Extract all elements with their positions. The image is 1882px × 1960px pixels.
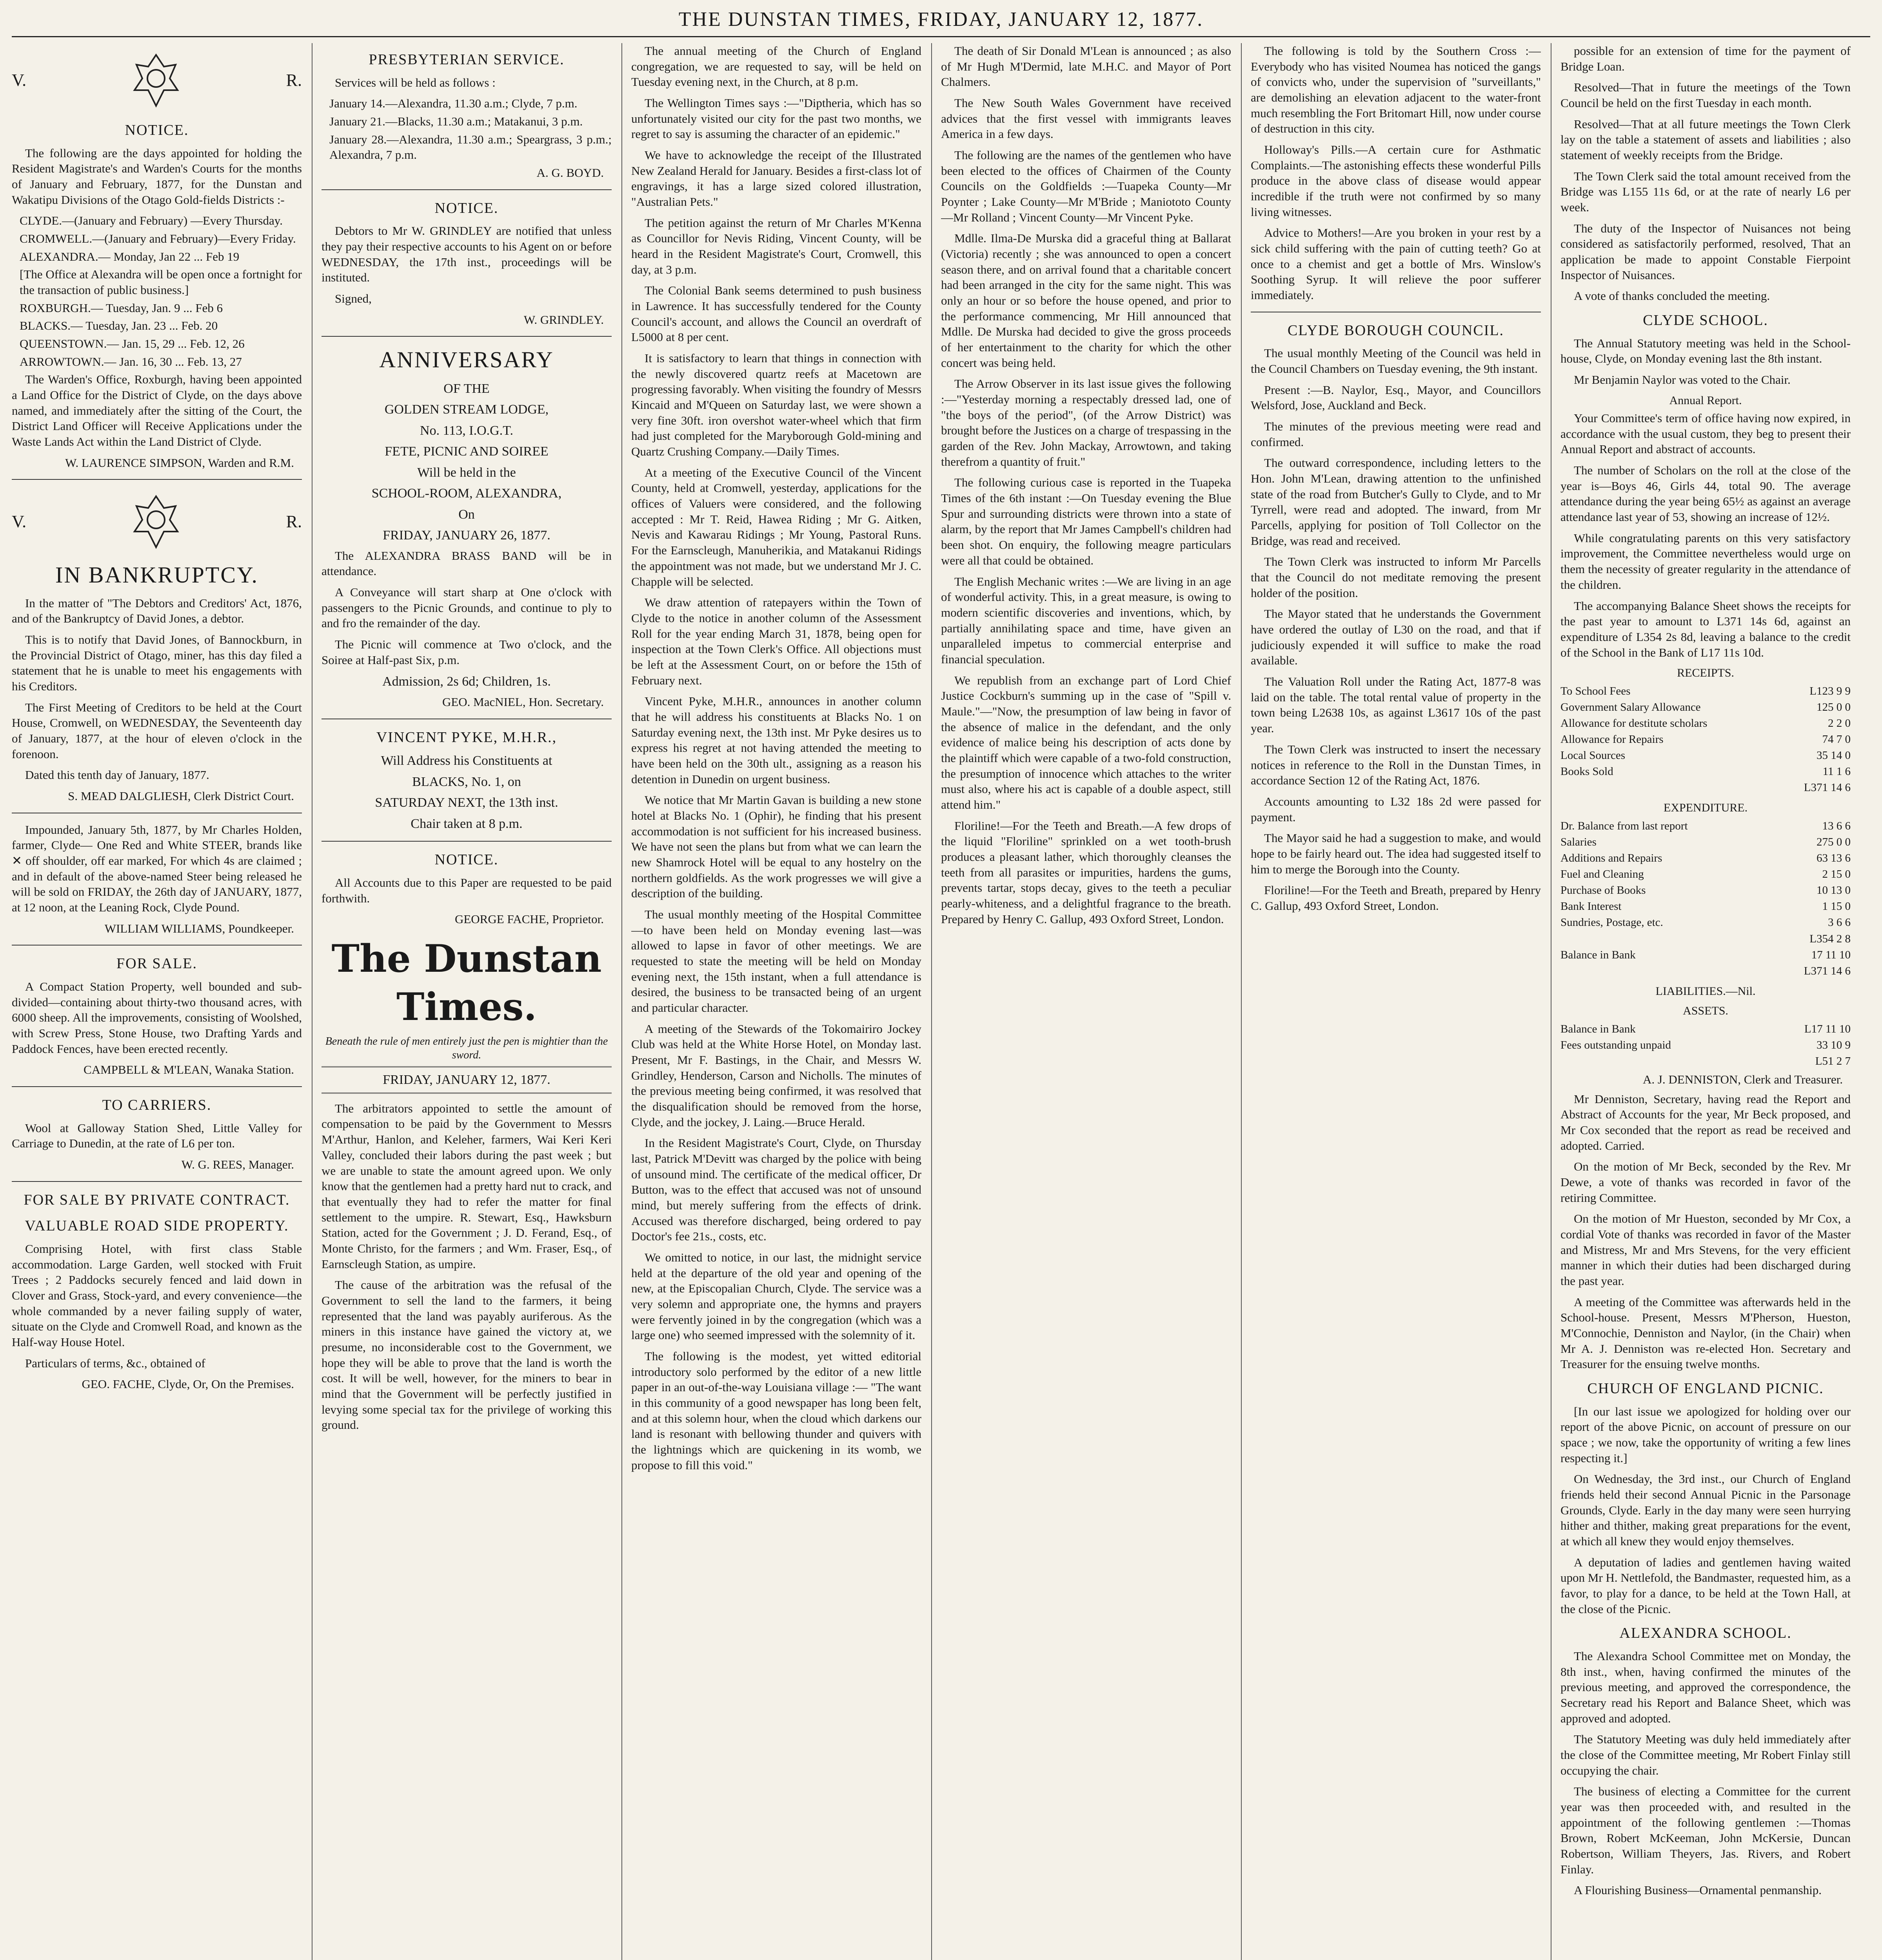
bankruptcy-body: This is to notify that David Jones, of Bannockburn, in the Provincial District of Otago, miner, has this day filed a statement that he is unable to meet his engagements with his Creditors. [12,632,302,693]
news-paragraph: At a meeting of the Executive Council of the Vincent County, held at Cromwell, yesterday, applications for the offices of Valuers were considered, and the following accepted : Mr T. Reid, Hawea Riding ; Mr G. Aitken, Nevis and Kawarau Ridings ; Mr Young, Pastoral Runs. For the Earnscleugh, Manuherikia, and Matakanui Ridings the appointment was not made, but we understand Mr J. C. Chapple will be selected. [631,465,921,588]
picnic-title: CHURCH OF ENGLAND PICNIC. [1587,1380,1824,1397]
news-paragraph: Mdlle. Ilma-De Murska did a graceful thing at Ballarat (Victoria) recently ; she was announced to open a concert season there, and on arrival found that a charitable concert had been arranged in the city for the same night. This was only an hour or so before the house opened, and prior to the performance commencing, Mr Hill announced that Mdlle. De Murska had decided to give the gross proceeds of her entertainment to the charity for which the other concert was being held. [941,231,1231,370]
table-row [1560,915,1851,931]
private-contract-title: FOR SALE BY PRIVATE CONTRACT. [24,1191,290,1208]
news-paragraph: The death of Sir Donald M'Lean is announced ; as also of Mr Hugh M'Dermid, late M.H.C. and Mayor of Port Chalmers. [941,44,1231,89]
grindley-notice-title: NOTICE. [434,200,499,216]
court-schedule-line: CROMWELL.—(January and February)—Every Friday. [20,231,296,245]
council-paragraph: The outward correspondence, including letters to the Hon. John M'Lean, drawing attention to the unfinished state of the road from Butcher's Gully to Clyde, and to Mr Tyrrell, were read and adopted. The inward, from Mr Parcells, applying for position of Toll Collector on the Bridge, was read and received. [1251,456,1541,548]
ledger-item [1560,780,1776,796]
council-paragraph: Present :—B. Naylor, Esq., Mayor, and Councillors Welsford, Jose, Auckland and Beck. [1251,383,1541,412]
notice-body: The Warden's Office, Roxburgh, having been appointed a Land Office for the District of Clyde, on the days above named, and immediately after the sitting of the Court, the District Land Officer will Receive Applications under the Waste Lands Act within the Land District of Clyde. [12,372,302,449]
bankruptcy-signature: S. MEAD DALGLIESH, Clerk District Court. [68,789,294,803]
news-paragraph: Vincent Pyke, M.H.R., announces in another column that he will address his constituents at Blacks No. 1 on Saturday evening next, the 13th inst. Mr Pyke desires us to express his regret at not having attended the meeting to have been held on the 30th ult., assigning as a reason his detention in Dunedin on urgent business. [631,694,921,786]
divider [322,336,612,337]
notice-intro: The following are the days appointed for holding the Resident Magistrate's and Warden's Courts for the months of January and February, 1877, for the Dunstan and Wakatipu Divisions of the Otago Gold-fields Districts :- [12,146,302,207]
pyke-title: VINCENT PYKE, M.H.R., [376,729,557,746]
fete-on: On [458,507,475,522]
table-row [1560,1053,1851,1069]
ledger-amount: 13 6 6 [1822,819,1851,832]
carriers-title: TO CARRIERS. [102,1097,212,1114]
ledger-amount: L123 9 9 [1809,684,1851,697]
assets-signature: A. J. DENNISTON, Clerk and Treasurer. [1642,1072,1843,1086]
column-2 [322,43,612,1960]
ledger-amount: 275 0 0 [1817,835,1851,848]
ledger-amount: 35 14 0 [1817,749,1851,762]
table-row [1560,963,1851,979]
court-schedule-line: CLYDE.—(January and February) —Every Thursday. [20,214,283,228]
service-line: January 28.—Alexandra, 11.30 a.m.; Speargrass, 3 p.m.; Alexandra, 7 p.m. [329,132,612,162]
ledger-item: Balance in Bank [1560,948,1636,961]
accounts-notice-title: NOTICE. [434,851,499,868]
column-rule [931,43,932,1960]
picnic-paragraph: [In our last issue we apologized for holding over our report of the above Picnic, on account of pressure on our space ; we now, take the opportunity of writing a few lines respecting it.] [1560,1404,1851,1465]
clyde-council-title: CLYDE BOROUGH COUNCIL. [1287,322,1504,339]
dateline: FRIDAY, JANUARY 12, 1877. [322,1066,612,1094]
news-paragraph: We omitted to notice, in our last, the midnight service held at the departure of the old year and opening of the new, at the Episcopalian Church, Clyde. The service was a very solemn and appropriate one, the hymns and prayers were fervently joined in by the congregation (which was a large one) who seemed impressed with the solemnity of it. [631,1250,921,1342]
council-paragraph: possible for an extension of time for the payment of Bridge Loan. [1560,44,1851,73]
lodge-name: GOLDEN STREAM LODGE, [384,402,549,417]
report-paragraph: The number of Scholars on the roll at the close of the year is—Boys 46, Girls 44, total 90. The average attendance during the year being 65½ as against an average attendance last year of 53, showing an increase of 12½. [1560,463,1851,524]
divider [12,1181,302,1182]
ledger-item: Sundries, Postage, etc. [1560,916,1663,929]
news-paragraph: The Arrow Observer in its last issue gives the following :—"Yesterday morning a respectably dressed lad, one of "the boys of the period", (of the Arrow District) was brought before the Justices on a charge of trespassing in the garden of the Rev. John Mackay, Arrowtown, and taking therefrom a quantity of fruit." [941,377,1231,468]
bankruptcy-title: IN BANKRUPTCY. [55,562,258,588]
ledger-amount: 74 7 0 [1822,733,1851,746]
news-paragraph: It is satisfactory to learn that things in connection with the newly discovered quartz reefs at Macetown are progressing favorably. When visiting the foundry of Messrs Kincaid and M'Queen on Saturday last, we were shown a very fine 30ft. iron overshot water-wheel which that firm had just completed for the Maryborough Gold-mining and Quartz Crushing Company.—Daily Times. [631,351,921,459]
pyke-body: Will Address his Constituents at [381,753,552,768]
impounded-signature: WILLIAM WILLIAMS, Poundkeeper. [104,921,294,935]
table-row [1560,731,1851,748]
column-6 [1560,43,1851,1960]
fete-admission: Admission, 2s 6d; Children, 1s. [382,674,551,689]
council-paragraph: Resolved—That in future the meetings of the Town Council be held on the first Tuesday in each month. [1560,80,1851,110]
council-paragraph: The Mayor stated that he understands the Government have ordered the outlay of L30 on the road, and that if judiciously expended it will suffice to make the road available. [1251,607,1541,668]
school-paragraph: The Annual Statutory meeting was held in the School-house, Clyde, on Monday evening last the 8th instant. [1560,336,1851,366]
ledger-subtotal: L354 2 8 [1809,932,1851,945]
ledger-amount: 10 13 0 [1817,884,1851,897]
service-line: January 21.—Blacks, 11.30 a.m.; Matakanui, 3 p.m. [329,114,583,128]
divider [12,479,302,480]
grindley-notice-body: Debtors to Mr W. GRINDLEY are notified that unless they pay their respective accounts to his Agent on or before WEDNESDAY, the 17th inst., proceedings will be instituted. [322,224,612,285]
notice-signature: W. LAURENCE SIMPSON, Warden and R.M. [65,456,294,470]
table-row [1560,931,1851,947]
news-paragraph: The annual meeting of the Church of England congregation, we are requested to say, will be held on Tuesday evening next, in the Church, at 8 p.m. [631,44,921,89]
anniversary-title: ANNIVERSARY [379,347,554,373]
court-schedule-line: [The Office at Alexandra will be open once a fortnight for the transaction of public business.] [20,267,302,297]
ledger-amount: 63 13 6 [1817,851,1851,864]
column-1 [12,43,302,1960]
news-paragraph: The following is told by the Southern Cross :—Everybody who has visited Noumea has noticed the gangs of convicts who, under the supervision of "surveillants," are demolishing an elevation adjacent to the water-front much resembling the Fort Britomart Hill, now under course of destruction in this city. [1251,44,1541,136]
assets-table [1560,1021,1851,1069]
bankruptcy-meeting: The First Meeting of Creditors to be held at the Court House, Cromwell, on WEDNESDAY, the Seventeenth day of January, 1877, at the hour of eleven o'clock in the forenoon. [12,700,302,761]
carriers-body: Wool at Galloway Station Shed, Little Valley for Carriage to Dunedin, at the rate of L6 per ton. [12,1121,302,1151]
ledger-amount: 1 15 0 [1822,900,1851,913]
forsale-signature: CAMPBELL & M'LEAN, Wanaka Station. [84,1063,294,1077]
alexandra-paragraph: A Flourishing Business—Ornamental penmanship. [1574,1883,1822,1897]
ledger-item: To School Fees [1560,684,1631,697]
ledger-item: Dr. Balance from last report [1560,819,1688,832]
court-schedule-line: ROXBURGH.— Tuesday, Jan. 9 ... Feb 6 [20,301,223,315]
royal-crest-row [12,47,302,114]
impounded-notice: Impounded, January 5th, 1877, by Mr Charles Holden, farmer, Clyde— One Red and White STEER, brands like ✕ off shoulder, off ear marked, For which 4s are claimed ; and in default of the above-named Steer being released he will be sold on FRIDAY, the 26th day of JANUARY, 1877, at 12 noon, at the Leaning Rock, Clyde Pound. [12,822,302,915]
school-paragraph: On the motion of Mr Beck, seconded by the Rev. Mr Dewe, a vote of thanks was recorded in favor of the retiring Committee. [1560,1160,1851,1205]
news-paragraph: The English Mechanic writes :—We are living in an age of wonderful activity. This, in a great measure, is owing to modern scientific discoveries and inventions, which, by partially annihilating space and time, have given an unparalleled impetus to commercial enterprise and financial speculation. [941,574,1231,666]
news-paragraph: The usual monthly meeting of the Hospital Committee—to have been held on Monday evening last—was allowed to lapse in favor of other meetings. We are requested to state the meeting will be held on Monday evening next, the 15th instant, when a full attendance is desired, the business to be transacted being of an urgent and particular character. [631,907,921,1014]
news-paragraph: The following is the modest, yet witted editorial introductory solo performed by the editor of a new little paper in an out-of-the-way Louisiana village :— "The want in this community of a good newspaper has long been felt, and at this solemn hour, when the cloud which darkens our land is resonant with bellowing thunder and quivers with the lightnings which are quickening in its womb, we propose to fill this void." [631,1349,921,1472]
fete-title: FETE, PICNIC AND SOIREE [385,444,549,459]
table-row [1560,748,1851,764]
presbyterian-intro: Services will be held as follows : [335,75,496,89]
news-paragraph: Floriline!—For the Teeth and Breath.—A few drops of the liquid "Floriline" sprinkled on a wet tooth-brush produces a pleasant lather, which thoroughly cleanses the teeth from all parasites or impurities, hardens the gums, prevents tartar, stops decay, gives to the teeth a peculiar pearly-whiteness, and a delightful fragrance to the breath. Prepared by Henry C. Gallup, 493 Oxford Street, London. [941,818,1231,926]
ledger-item [1560,963,1776,979]
news-paragraph: Holloway's Pills.—A certain cure for Asthmatic Complaints.—The astonishing effects these wonderful Pills produce in the above class of disease would appear incredible if the truth were not confirmed by so many living witnesses. [1251,143,1541,219]
fete-date: FRIDAY, JANUARY 26, 1877. [383,528,550,543]
table-row [1560,780,1851,796]
council-paragraph: The Mayor said he had a suggestion to make, and would hope to be fairly heard out. The idea had suggested itself to him to merge the Borough into the County. [1251,831,1541,876]
ledger-total: L371 14 6 [1804,964,1851,977]
grindley-signed: Signed, [335,291,372,305]
anniversary-of: OF THE [443,381,490,396]
accounts-notice-body: All Accounts due to this Paper are requested to be paid forthwith. [322,875,612,905]
ledger-item: Balance in Bank [1560,1022,1636,1035]
ledger-item: Bank Interest [1560,900,1622,913]
news-paragraph: The petition against the return of Mr Charles M'Kenna as Councillor for Nevis Riding, Vincent County, will be heard in the Resident Magistrate's Court, Cromwell, this day, at 3 p.m. [631,216,921,276]
ledger-amount: 2 2 0 [1828,717,1851,730]
news-paragraph: We draw attention of ratepayers within the Town of Clyde to the notice in another column of the Assessment Roll for the year ending March 31, 1878, being open for inspection at the Town Clerk's Office. All objections must be left at the Assessment Court, on or before the 15th of February next. [631,595,921,687]
ledger-item: Salaries [1560,835,1597,848]
ledger-item [1560,931,1776,947]
court-schedule-line: ALEXANDRA.— Monday, Jan 22 ... Feb 19 [20,249,240,263]
fete-held: Will be held in the [417,465,516,480]
council-paragraph: The usual monthly Meeting of the Council was held in the Council Chambers on Tuesday evening, the 9th instant. [1251,346,1541,376]
alexandra-paragraph: The business of electing a Committee for the current year was then proceeded with, and resulted in the appointment of the following gentlemen :—Thomas Brown, Robert McKeeman, John McKersie, Duncan Robertson, William Theyers, Jas. Rivers, and Robert Finlay. [1560,1784,1851,1876]
alexandra-paragraph: The Alexandra School Committee met on Monday, the 8th inst., when, having confirmed the minutes of the previous meeting, and approved the correspondence, the Secretary read his Report and Balance Sheet, which was approved and adopted. [1560,1649,1851,1725]
liabilities-title: LIABILITIES.—Nil. [1655,984,1756,998]
news-paragraph: Advice to Mothers!—Are you broken in your rest by a sick child suffering with the pain of cutting teeth? Go at once to a chemist and get a bottle of Mrs. Winslow's Soothing Syrup. It will relieve the poor sufferer immediately. [1251,226,1541,302]
column-3 [631,43,921,1960]
school-paragraph: Mr Benjamin Naylor was voted to the Chair. [1574,373,1791,387]
news-paragraph: A meeting of the Stewards of the Tokomairiro Jockey Club was held at the White Horse Hotel, on Monday last. Present, Mr F. Bastings, in the Chair, and Messrs W. Grindley, Henderson, Carson and Nicholls. The minutes of the previous meeting being confirmed, it was resolved that the disqualification should be removed from the horse, Clyde, and the jockey, J. Laing.—Bruce Herald. [631,1022,921,1129]
news-paragraph: We have to acknowledge the receipt of the Illustrated New Zealand Herald for January. Besides a first-class lot of engravings, it has a large sized colored illustration, "Australian Pets." [631,148,921,209]
picnic-paragraph: On Wednesday, the 3rd inst., our Church of England friends held their second Annual Picnic in the Parsonage Grounds, Clyde. Early in the day many were seen hurrying hither and thither, making great preparations for the event, at which all knew they would enjoy themselves. [1560,1472,1851,1548]
bankruptcy-matter: In the matter of "The Debtors and Creditors' Act, 1876, and of the Bankruptcy of David Jones, a debtor. [12,596,302,626]
news-paragraph: The following are the names of the gentlemen who have been elected to the offices of Chairmen of the County Councils on the Goldfields :—Tuapeka County—Mr Poynter ; Lake County—Mr M'Bride ; Maniototo County—Mr Rolland ; Vincent County—Mr Vincent Pyke. [941,148,1231,224]
news-paragraph: The New South Wales Government have received advices that the first vessel with immigrants leaves America in a few days. [941,96,1231,141]
table-row [1560,882,1851,898]
ledger-item [1560,1053,1776,1069]
news-paragraph: We republish from an exchange part of Lord Chief Justice Cockburn's summing up in the case of "Spill v. Maule."—"Now, the presumption of law being in favor of the absence of malice in the defendant, and the only evidence of malice being his description of acts done by the plaintiff which were capable of a two-fold construction, the presumption of innocence which attaches to the writer must also, where his act is capable of a double aspect, still attend him." [941,673,1231,811]
court-schedule-line: ARROWTOWN.— Jan. 16, 30 ... Feb. 13, 27 [20,354,242,368]
table-row [1560,715,1851,731]
grindley-signature: W. GRINDLEY. [523,312,604,327]
forsale-title: FOR SALE. [116,955,197,972]
report-paragraph: The accompanying Balance Sheet shows the receipts for the past year to amount to L371 14s 6d, against an expenditure of L354 2s 8d, leaving a balance to the credit of the School in the Bank of L17 11s 10d. [1560,599,1851,659]
annual-report-title: Annual Report. [1669,394,1742,407]
presbyterian-title: PRESBYTERIAN SERVICE. [369,51,565,68]
news-paragraph: We notice that Mr Martin Gavan is building a new stone hotel at Blacks No. 1 (Ophir), he finding that his present accommodation is not sufficient for his increased business. We have not seen the plans but from what we can learn the new Shamrock Hotel will be equal to any hostelry on the northern goldfields. As the work progresses we will give a description of the building. [631,793,921,900]
pyke-date: SATURDAY NEXT, the 13th inst. [375,795,558,810]
editorial-paragraph: The arbitrators appointed to settle the amount of compensation to be paid by the Government to Messrs M'Arthur, Hanlon, and Keleher, farmers, Wai Keri Keri Valley, concluded their labors during the past week ; but we are unable to state the amount agreed upon. We only know that the gentlemen had a pretty hard nut to crack, and that eventually they had to refer the matter for final settlement to the umpire. R. Stewart, Esq., Hawksburn Station, acted for the Government ; J. D. Ferand, Esq., of Monte Christo, for the farmers ; and Wm. Fraser, Esq., of Earnscleugh Station, as umpire. [322,1101,612,1271]
council-paragraph: The minutes of the previous meeting were read and confirmed. [1251,419,1541,449]
carriers-signature: W. G. REES, Manager. [181,1158,294,1172]
council-paragraph: Resolved—That at all future meetings the Town Clerk lay on the table a statement of assets and liabilities ; also statement of weekly receipts from the Bridge. [1560,117,1851,162]
council-paragraph: The Town Clerk said the total amount received from the Bridge was L155 11s 6d, or at the rate of nearly L6 per week. [1560,169,1851,214]
column-rule [1241,43,1242,1960]
receipts-title: RECEIPTS. [1677,666,1734,680]
table-row [1560,1021,1851,1037]
fete-band: The ALEXANDRA BRASS BAND will be in attendance. [322,548,612,578]
expenditure-table [1560,818,1851,979]
news-paragraph: The Wellington Times says :—"Diptheria, which has so unfortunately visited our city for the past two months, we regret to say is assuming the character of an epidemic." [631,96,921,141]
table-row [1560,834,1851,850]
assets-title: ASSETS. [1683,1004,1728,1018]
news-paragraph: In the Resident Magistrate's Court, Clyde, on Thursday last, Patrick M'Devitt was charged by the police with being of unsound mind. The certificate of the medical officer, Dr Button, was to the effect that accused was not of unsound mind, but merely suffering from the effects of drink. Accused was therefore discharged, being ordered to pay Doctor's fee 21s., costs, etc. [631,1136,921,1243]
ledger-item: Purchase of Books [1560,884,1646,897]
service-line: January 14.—Alexandra, 11.30 a.m.; Clyde, 7 p.m. [329,96,578,111]
ledger-item: Fees outstanding unpaid [1560,1038,1671,1051]
council-paragraph: The duty of the Inspector of Nuisances not being considered as satisfactorily performed, resolved, That an application be made to appoint Constable Fierpoint Inspector of Nuisances. [1560,221,1851,282]
pyke-place: BLACKS, No. 1, on [412,774,521,789]
column-5 [1251,43,1541,1960]
school-paragraph: Mr Denniston, Secretary, having read the Report and Abstract of Accounts for the year, Mr Beck proposed, and Mr Cox seconded that the report as read be received and adopted. Carried. [1560,1092,1851,1152]
alexandra-school-title: ALEXANDRA SCHOOL. [1619,1625,1792,1642]
paper-title: The Dunstan Times. [331,936,602,1029]
roadside-particulars: Particulars of terms, &c., obtained of [25,1356,205,1370]
receipts-table [1560,683,1851,796]
table-row [1560,850,1851,866]
royal-crest-icon [129,51,183,110]
crest-letter-v: V. [12,70,27,90]
report-paragraph: While congratulating parents on this very satisfactory improvement, the Committee nevertheless would urge on them the necessity of greater regularity in the attendance of the children. [1560,531,1851,592]
ledger-amount: L17 11 10 [1804,1022,1851,1035]
ledger-item: Books Sold [1560,765,1613,778]
presbyterian-signature: A. G. BOYD. [536,165,604,180]
ledger-amount: 17 11 10 [1811,948,1851,961]
ledger-item: Local Sources [1560,749,1626,762]
pyke-chair: Chair taken at 8 p.m. [411,816,523,831]
crest-letter-v: V. [12,512,27,532]
divider [12,945,302,946]
column-4 [941,43,1231,1960]
divider [12,1086,302,1087]
ledger-item: Allowance for destitute scholars [1560,717,1708,730]
council-paragraph: A vote of thanks concluded the meeting. [1574,289,1770,303]
forsale-body: A Compact Station Property, well bounded and sub-divided—containing about thirty-two thousand acres, with 6000 sheep. All the improvements, consisting of Woolshed, with Screw Press, Stone House, two Drafting Yards and Paddock Fences, have been erected recently. [12,980,302,1056]
ledger-item: Allowance for Repairs [1560,733,1664,746]
ledger-amount: 125 0 0 [1817,701,1851,713]
council-paragraph: Accounts amounting to L32 18s 2d were passed for payment. [1251,794,1541,824]
lodge-number: No. 113, I.O.G.T. [420,423,513,438]
council-paragraph: Floriline!—For the Teeth and Breath, prepared by Henry C. Gallup, 493 Oxford Street, London. [1251,883,1541,913]
ledger-total: L371 14 6 [1804,781,1851,794]
ledger-amount: 11 1 6 [1822,765,1851,778]
court-schedule-line: QUEENSTOWN.— Jan. 15, 29 ... Feb. 12, 26 [20,337,245,351]
council-paragraph: The Town Clerk was instructed to insert the necessary notices in reference to the Roll in the Dunstan Times, in accordance Section 12 of the Rating Act, 1876. [1251,742,1541,788]
roadside-body: Comprising Hotel, with first class Stable accommodation. Large Garden, well stocked with Fruit Trees ; 2 Paddocks securely fenced and laid down in Clover and Grass, Stock-yard, and every convenience—the whole commanded by a never failing supply of water, situate on the Clyde and Cromwell Road, and known as the Half-way House Hotel. [12,1241,302,1349]
accounts-notice-signature: GEORGE FACHE, Proprietor. [454,912,604,926]
news-paragraph: The following curious case is reported in the Tuapeka Times of the 6th instant :—On Tuesday evening the Blue Spur and surrounding districts were thrown into a state of alarm, by the report that Mr James Campbell's children had been shot. On enquiry, the following meagre particulars were all that could be obtained. [941,475,1231,567]
fete-picnic: The Picnic will commence at Two o'clock, and the Soiree at Half-past Six, p.m. [322,637,612,667]
school-paragraph: A meeting of the Committee was afterwards held in the School-house. Present, Messrs M'Pherson, Hueston, M'Connochie, Denniston and Naylor, (in the Chair) when Mr A. J. Denniston was re-elected Hon. Secretary and Treasurer for the ensuing twelve months. [1560,1295,1851,1371]
council-paragraph: The Valuation Roll under the Rating Act, 1877-8 was laid on the table. The total rental value of property in the town being L2638 10s, as against L3617 10s of the past year. [1251,675,1541,735]
ledger-total: L51 2 7 [1815,1054,1851,1067]
ledger-item: Fuel and Cleaning [1560,868,1644,881]
divider [322,189,612,190]
ledger-amount: 33 10 9 [1817,1038,1851,1051]
table-row [1560,818,1851,834]
masthead-rule [12,36,1870,37]
table-row [1560,764,1851,780]
table-row [1560,1037,1851,1053]
clyde-school-title: CLYDE SCHOOL. [1643,312,1768,329]
picnic-paragraph: A deputation of ladies and gentlemen having waited upon Mr H. Nettlefold, the Bandmaster, requested him, as a favor, to play for a dance, to be held at the Town Hall, at the close of the Picnic. [1560,1555,1851,1616]
roadside-signature: GEO. FACHE, Clyde, Or, On the Premises. [82,1377,294,1391]
news-paragraph: The Colonial Bank seems determined to push business in Lawrence. It has successfully tendered for the County Council's account, and allows the Council an overdraft of L5000 at 8 per cent. [631,283,921,344]
paper-motto: Beneath the rule of men entirely just the pen is mightier than the sword. [325,1035,608,1062]
fete-signature: GEO. MacNIEL, Hon. Secretary. [442,695,604,709]
table-row [1560,683,1851,699]
ledger-item: Additions and Repairs [1560,851,1662,864]
column-rule [621,43,622,1960]
table-row [1560,699,1851,715]
bankruptcy-dated: Dated this tenth day of January, 1877. [25,768,209,782]
school-paragraph: On the motion of Mr Hueston, seconded by Mr Cox, a cordial Vote of thanks was recorded in favor of the Master and Mistress, Mr and Mrs Stevens, for the very efficient manner in which their duties had been discharged during the past year. [1560,1212,1851,1288]
expenditure-title: EXPENDITURE. [1663,801,1748,815]
crest-letter-r: R. [286,512,302,532]
council-paragraph: The Town Clerk was instructed to inform Mr Parcells that the Council do not meditate removing the present holder of the position. [1251,555,1541,600]
ledger-item: Government Salary Allowance [1560,701,1701,713]
notice-title: NOTICE. [125,122,189,138]
crest-letter-r: R. [286,70,302,90]
table-row [1560,898,1851,915]
table-row [1560,947,1851,963]
alexandra-paragraph: The Statutory Meeting was duly held immediately after the close of the Committee meeting, Mr Robert Finlay still occupying the chair. [1560,1732,1851,1777]
editorial-paragraph: The cause of the arbitration was the refusal of the Government to sell the land to the farmers, it being represented that the land was payably auriferous. As the miners in this instance have gained the victory at, we presume, no inconsiderable cost to the Government, we hope they will be able to prove that the land is worth the cost. It will be well, however, for the miners to bear in mind that the Government will be perfectly justified in levying some special tax for the privilege of working this ground. [322,1278,612,1432]
ledger-amount: 3 6 6 [1828,916,1851,929]
court-schedule-line: BLACKS.— Tuesday, Jan. 23 ... Feb. 20 [20,319,218,333]
masthead: THE DUNSTAN TIMES, FRIDAY, JANUARY 12, 1877. [678,8,1204,31]
roadside-title: VALUABLE ROAD SIDE PROPERTY. [25,1218,289,1234]
royal-crest-row [12,488,302,555]
report-paragraph: Your Committee's term of office having now expired, in accordance with the usual custom, they beg to present their Annual Report and abstract of accounts. [1560,411,1851,456]
fete-conveyance: A Conveyance will start sharp at One o'clock with passengers to the Picnic Grounds, and continue to ply to and fro the remainder of the day. [322,585,612,630]
table-row [1560,866,1851,882]
ledger-amount: 2 15 0 [1822,868,1851,881]
royal-crest-icon [129,492,183,551]
divider [322,841,612,842]
fete-place: SCHOOL-ROOM, ALEXANDRA, [371,486,562,501]
